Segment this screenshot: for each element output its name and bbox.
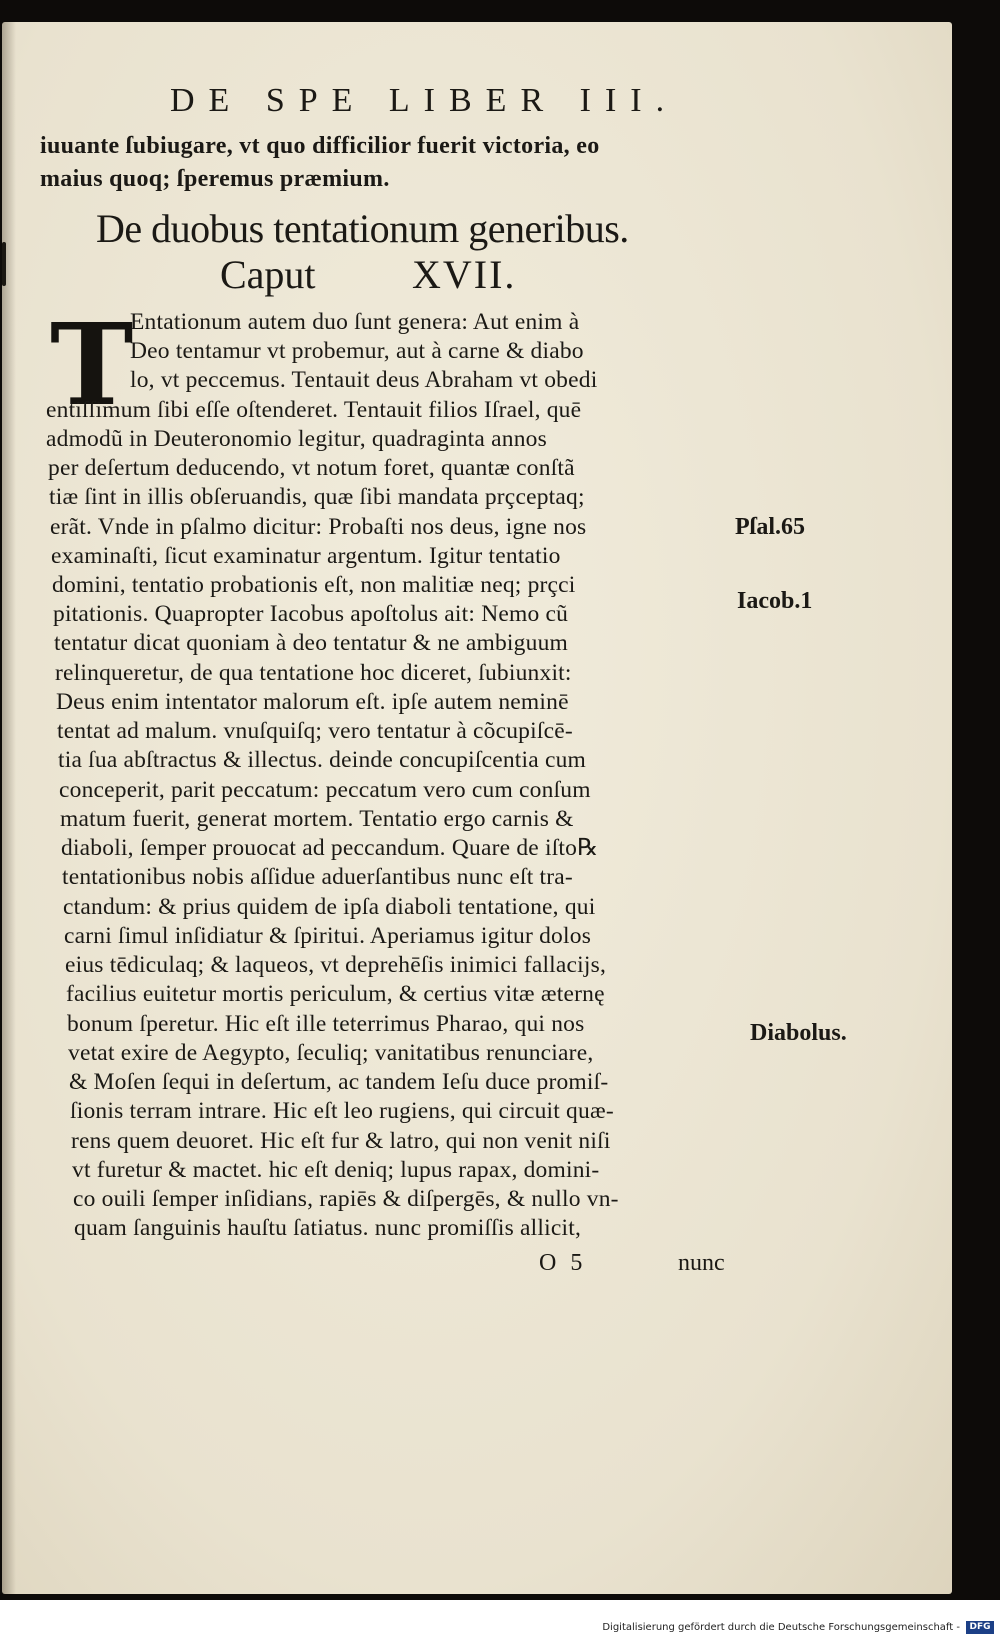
continuation-line: iuuante ſubiugare, vt quo difficilior fuerit victoria, eo bbox=[40, 133, 600, 159]
text-line: domini, tentatio probationis eſt, non malitiæ neq; prçci bbox=[52, 572, 576, 598]
margin-note-psalm: Pſal.65 bbox=[735, 514, 805, 540]
text-line: conceperit, parit peccatum: peccatum vero cum conſum bbox=[59, 777, 591, 803]
text-line: carni ſimul inſidiatur & ſpiritui. Aperiamus igitur dolos bbox=[64, 923, 592, 949]
text-line: tiæ ſint in illis obſeruandis, quæ ſibi mandata prçceptaq; bbox=[49, 484, 585, 510]
text-line: tentat ad malum. vnuſquiſq; vero tentatur à cõcupiſcē- bbox=[57, 718, 573, 744]
text-line: entiſſimum ſibi eſſe oſtenderet. Tentauit filios Iſrael, quē bbox=[46, 397, 582, 423]
text-line: tentationibus nobis aſſidue aduerſantibus nunc eſt tra- bbox=[62, 864, 573, 890]
text-line: lo, vt peccemus. Tentauit deus Abraham vt obedi bbox=[130, 367, 598, 393]
dfg-logo-icon: DFG bbox=[966, 1621, 994, 1634]
text-line: Deus enim intentator malorum eſt. ipſe autem neminē bbox=[56, 689, 569, 715]
text-line: admodũ in Deuteronomio legitur, quadraginta annos bbox=[46, 426, 547, 452]
text-line: vetat exire de Aegypto, ſeculiq; vanitatibus renunciare, bbox=[68, 1040, 594, 1066]
text-line: ſionis terram intrare. Hic eſt leo rugiens, qui circuit quæ- bbox=[70, 1098, 614, 1124]
text-line: per deſertum deducendo, vt notum foret, quantæ conſtã bbox=[48, 455, 575, 481]
text-line: facilius euitetur mortis periculum, & certius vitæ æternę bbox=[66, 981, 605, 1007]
text-line: Entationum autem duo ſunt genera: Aut enim à bbox=[130, 309, 580, 335]
signature-mark: O 5 bbox=[539, 1250, 587, 1276]
text-line: examinaſti, ſicut examinatur argentum. Igitur tentatio bbox=[51, 543, 561, 569]
book-page bbox=[2, 22, 952, 1594]
text-line: eius tēdiculaq; & laqueos, vt deprehēſis inimici fallacijs, bbox=[65, 952, 607, 978]
text-line: vt furetur & mactet. hic eſt deniq; lupus rapax, domini- bbox=[72, 1157, 600, 1183]
catchword: nunc bbox=[678, 1250, 725, 1276]
text-line: rens quem deuoret. Hic eſt fur & latro, qui non venit niſi bbox=[71, 1128, 611, 1154]
text-line: tentatur dicat quoniam à deo tentatur & ne ambiguum bbox=[54, 630, 568, 656]
text-line: Deo tentamur vt probemur, aut à carne & diabo bbox=[130, 338, 584, 364]
chapter-caput: Caput bbox=[220, 252, 316, 297]
running-head: DE SPE LIBER III. bbox=[170, 82, 679, 119]
footer-bar bbox=[0, 1600, 1000, 1639]
text-line: relinqueretur, de qua tentatione hoc diceret, ſubiunxit: bbox=[55, 660, 572, 686]
footer-credit: Digitalisierung gefördert durch die Deutsche Forschungsgemeinschaft - bbox=[602, 1622, 960, 1633]
chapter-title: De duobus tentationum generibus. bbox=[96, 206, 629, 251]
drop-cap: T bbox=[50, 300, 134, 431]
continuation-line: maius quoq; ſperemus præmium. bbox=[40, 166, 390, 192]
margin-note-diabolus: Diabolus. bbox=[750, 1020, 847, 1046]
text-line: quam ſanguinis hauſtu ſatiatus. nunc promiſſis allicit, bbox=[74, 1215, 582, 1241]
text-line: tia ſua abſtractus & illectus. deinde concupiſcentia cum bbox=[58, 747, 587, 773]
page-edge-mark bbox=[2, 242, 6, 286]
chapter-number: XVII. bbox=[412, 252, 517, 297]
text-line: matum fuerit, generat mortem. Tentatio ergo carnis & bbox=[60, 806, 574, 832]
margin-note-iacob: Iacob.1 bbox=[737, 588, 813, 614]
text-line: co ouili ſemper inſidians, rapiēs & diſpergēs, & nullo vn- bbox=[73, 1186, 619, 1212]
text-line: diaboli, ſemper prouocat ad peccandum. Quare de iſto℞ bbox=[61, 835, 599, 861]
text-line: & Moſen ſequi in deſertum, ac tandem Ieſu duce promiſ- bbox=[69, 1069, 609, 1095]
text-line: bonum ſperetur. Hic eſt ille teterrimus Pharao, qui nos bbox=[67, 1011, 585, 1037]
text-line: erãt. Vnde in pſalmo dicitur: Probaſti nos deus, igne nos bbox=[50, 514, 587, 540]
text-line: ctandum: & prius quidem de ipſa diaboli tentatione, qui bbox=[63, 894, 596, 920]
text-line: pitationis. Quapropter Iacobus apoſtolus ait: Nemo cũ bbox=[53, 601, 569, 627]
